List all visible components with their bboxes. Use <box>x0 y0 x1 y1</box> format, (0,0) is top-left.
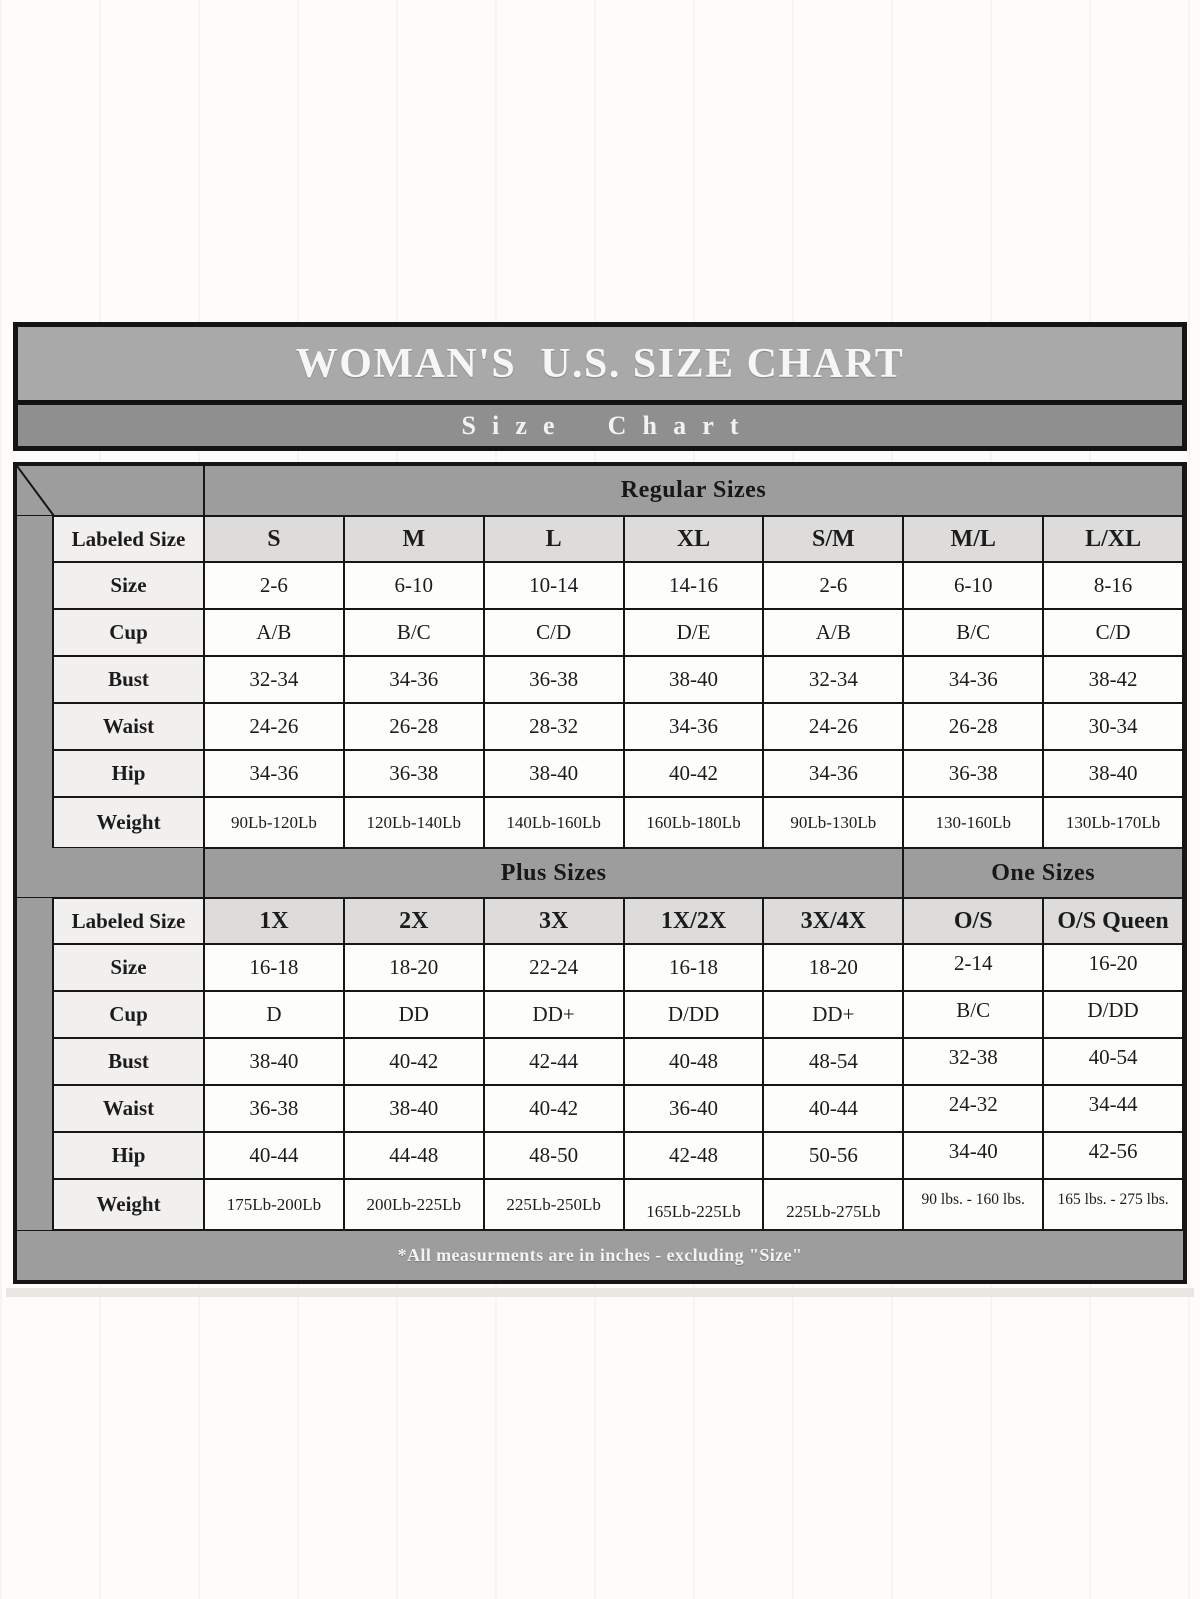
column-header-cell: 1X/2X <box>624 898 764 944</box>
value-cell: 6-10 <box>903 562 1043 609</box>
value-cell: D/DD <box>624 991 764 1038</box>
value-cell: 28-32 <box>484 703 624 750</box>
value-cell: 44-48 <box>344 1132 484 1179</box>
value-cell: 2-14 <box>903 944 1043 991</box>
value-cell: DD <box>344 991 484 1038</box>
value-cell: 90Lb-130Lb <box>763 797 903 848</box>
column-header-cell: S <box>204 516 344 562</box>
value-cell: 38-40 <box>484 750 624 797</box>
value-cell: 30-34 <box>1043 703 1183 750</box>
column-header-cell: 1X <box>204 898 344 944</box>
value-cell: 200Lb-225Lb <box>344 1179 484 1230</box>
one-sizes-header: One Sizes <box>903 848 1183 898</box>
value-cell: C/D <box>484 609 624 656</box>
footnote-bar <box>17 1230 1183 1280</box>
column-header-cell: 3X/4X <box>763 898 903 944</box>
value-cell: 34-36 <box>624 703 764 750</box>
value-cell: 32-34 <box>763 656 903 703</box>
value-cell: 160Lb-180Lb <box>624 797 764 848</box>
title-block <box>13 322 1187 451</box>
column-header-cell: M/L <box>903 516 1043 562</box>
value-cell: 14-16 <box>624 562 764 609</box>
value-cell: 26-28 <box>903 703 1043 750</box>
value-cell: 34-36 <box>344 656 484 703</box>
value-cell: 42-56 <box>1043 1132 1183 1179</box>
column-header-cell: M <box>344 516 484 562</box>
chart-subtitle: Size Chart <box>461 410 755 440</box>
gutter-cell <box>17 656 53 703</box>
value-cell: 175Lb-200Lb <box>204 1179 344 1230</box>
value-cell: D/E <box>624 609 764 656</box>
value-cell: 32-38 <box>903 1038 1043 1085</box>
value-cell: A/B <box>763 609 903 656</box>
gutter-cell <box>17 1085 53 1132</box>
gutter-cell <box>17 562 53 609</box>
value-cell: 34-40 <box>903 1132 1043 1179</box>
gutter-cell <box>17 703 53 750</box>
value-cell: 48-54 <box>763 1038 903 1085</box>
value-cell: 26-28 <box>344 703 484 750</box>
regular-sizes-section <box>17 466 1183 848</box>
value-cell: 90Lb-120Lb <box>204 797 344 848</box>
row-label-cell: Waist <box>53 703 204 750</box>
value-cell: 22-24 <box>484 944 624 991</box>
value-cell: 40-48 <box>624 1038 764 1085</box>
value-cell: 16-18 <box>204 944 344 991</box>
plus-sizes-header: Plus Sizes <box>204 848 903 898</box>
value-cell: D/DD <box>1043 991 1183 1038</box>
column-header-cell: O/S <box>903 898 1043 944</box>
value-cell: C/D <box>1043 609 1183 656</box>
gutter-cell <box>17 609 53 656</box>
value-cell: 2-6 <box>763 562 903 609</box>
gutter-cell <box>17 516 53 562</box>
column-header-cell: 3X <box>484 898 624 944</box>
row-label-cell: Cup <box>53 609 204 656</box>
row-label-cell: Bust <box>53 1038 204 1085</box>
column-header-cell: O/S Queen <box>1043 898 1183 944</box>
value-cell: 40-42 <box>344 1038 484 1085</box>
column-header-cell: L <box>484 516 624 562</box>
value-cell: D <box>204 991 344 1038</box>
value-cell: 38-40 <box>1043 750 1183 797</box>
column-header-cell: 2X <box>344 898 484 944</box>
row-label-cell: Size <box>53 562 204 609</box>
value-cell: 2-6 <box>204 562 344 609</box>
corner-cell <box>17 466 204 516</box>
gutter-cell <box>17 1132 53 1179</box>
value-cell: 165 lbs. - 275 lbs. <box>1043 1179 1183 1230</box>
value-cell: 130Lb-170Lb <box>1043 797 1183 848</box>
value-cell: 32-34 <box>204 656 344 703</box>
value-cell: 36-38 <box>344 750 484 797</box>
value-cell: DD+ <box>763 991 903 1038</box>
bottom-shadow-strip <box>6 1288 1194 1297</box>
row-label-cell: Weight <box>53 1179 204 1230</box>
value-cell: 42-44 <box>484 1038 624 1085</box>
value-cell: 130-160Lb <box>903 797 1043 848</box>
gutter-cell <box>17 750 53 797</box>
value-cell: 24-32 <box>903 1085 1043 1132</box>
value-cell: 38-42 <box>1043 656 1183 703</box>
value-cell: 225Lb-275Lb <box>763 1179 903 1230</box>
value-cell: 40-44 <box>204 1132 344 1179</box>
value-cell: 36-38 <box>484 656 624 703</box>
gutter-cell <box>17 1179 53 1230</box>
gutter-cell <box>17 797 53 848</box>
value-cell: 40-42 <box>624 750 764 797</box>
value-cell: 38-40 <box>344 1085 484 1132</box>
value-cell: 34-36 <box>204 750 344 797</box>
chart-title: WOMAN'S U.S. SIZE CHART <box>295 340 905 387</box>
value-cell: 16-20 <box>1043 944 1183 991</box>
gutter-cell <box>17 898 53 944</box>
row-label-cell: Weight <box>53 797 204 848</box>
footnote-text: *All measurments are in inches - excluding "Size" <box>397 1245 803 1265</box>
value-cell: 90 lbs. - 160 lbs. <box>903 1179 1043 1230</box>
subtitle-bar <box>18 405 1182 446</box>
gutter-cell <box>17 944 53 991</box>
value-cell: 40-42 <box>484 1085 624 1132</box>
value-cell: 225Lb-250Lb <box>484 1179 624 1230</box>
row-label-cell: Size <box>53 944 204 991</box>
value-cell: B/C <box>903 991 1043 1038</box>
value-cell: 165Lb-225Lb <box>624 1179 764 1230</box>
title-bar <box>18 327 1182 400</box>
row-label-cell: Hip <box>53 750 204 797</box>
value-cell: 140Lb-160Lb <box>484 797 624 848</box>
labeled-size-header-cell: Labeled Size <box>53 898 204 944</box>
plus-sizes-section <box>17 848 1183 1230</box>
row-label-cell: Bust <box>53 656 204 703</box>
size-chart-table <box>13 462 1187 1284</box>
value-cell: 16-18 <box>624 944 764 991</box>
gutter-cell <box>17 991 53 1038</box>
row-label-cell: Waist <box>53 1085 204 1132</box>
value-cell: 40-44 <box>763 1085 903 1132</box>
value-cell: 8-16 <box>1043 562 1183 609</box>
row-label-cell: Hip <box>53 1132 204 1179</box>
column-header-cell: L/XL <box>1043 516 1183 562</box>
value-cell: 36-38 <box>903 750 1043 797</box>
value-cell: 34-36 <box>903 656 1043 703</box>
value-cell: 34-44 <box>1043 1085 1183 1132</box>
value-cell: 48-50 <box>484 1132 624 1179</box>
value-cell: B/C <box>344 609 484 656</box>
value-cell: 38-40 <box>204 1038 344 1085</box>
corner-cell <box>17 848 204 898</box>
value-cell: 34-36 <box>763 750 903 797</box>
gutter-cell <box>17 1038 53 1085</box>
value-cell: 40-54 <box>1043 1038 1183 1085</box>
row-label-cell: Cup <box>53 991 204 1038</box>
value-cell: 38-40 <box>624 656 764 703</box>
value-cell: 24-26 <box>763 703 903 750</box>
value-cell: DD+ <box>484 991 624 1038</box>
value-cell: 10-14 <box>484 562 624 609</box>
value-cell: 18-20 <box>763 944 903 991</box>
value-cell: B/C <box>903 609 1043 656</box>
column-header-cell: XL <box>624 516 764 562</box>
value-cell: 120Lb-140Lb <box>344 797 484 848</box>
value-cell: 36-38 <box>204 1085 344 1132</box>
value-cell: 18-20 <box>344 944 484 991</box>
value-cell: 6-10 <box>344 562 484 609</box>
value-cell: 42-48 <box>624 1132 764 1179</box>
value-cell: 36-40 <box>624 1085 764 1132</box>
value-cell: A/B <box>204 609 344 656</box>
column-header-cell: S/M <box>763 516 903 562</box>
labeled-size-header-cell: Labeled Size <box>53 516 204 562</box>
value-cell: 24-26 <box>204 703 344 750</box>
regular-sizes-header: Regular Sizes <box>204 466 1183 516</box>
value-cell: 50-56 <box>763 1132 903 1179</box>
